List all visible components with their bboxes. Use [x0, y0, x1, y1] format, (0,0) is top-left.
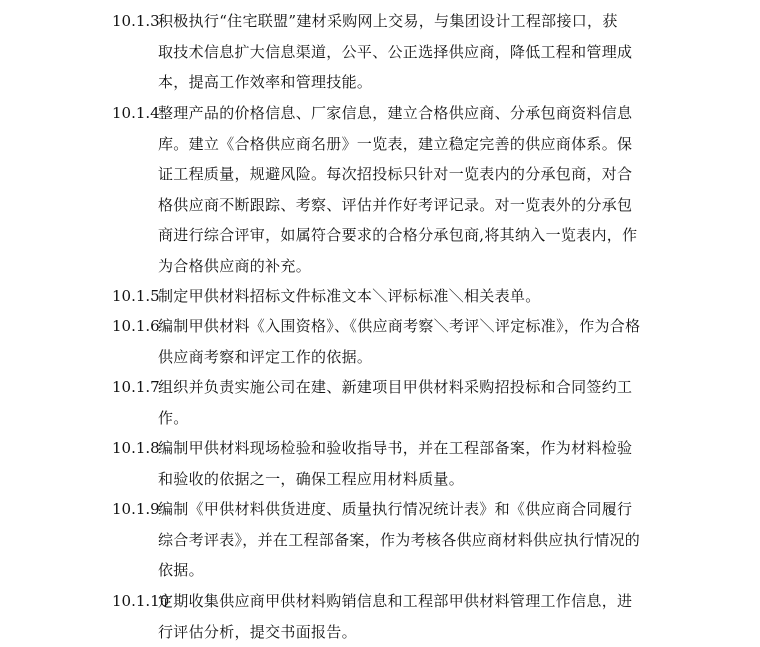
clause-number: 10.1.5 [112, 281, 160, 312]
clause-line: 为合格供应商的补充。 [112, 251, 652, 282]
clause-number: 10.1.3 [112, 6, 160, 37]
clause-10-1-3 [112, 6, 652, 98]
clause-line: 依据。 [112, 555, 652, 586]
clause-10-1-6 [112, 311, 652, 372]
clause-line: 整理产品的价格信息、厂家信息，建立合格供应商、分承包商资料信息 [112, 98, 652, 129]
clause-line: 制定甲供材料招标文件标准文本＼评标标准＼相关表单。 [112, 281, 652, 312]
clause-line: 积极执行“住宅联盟”建材采购网上交易，与集团设计工程部接口，获 [112, 6, 652, 37]
clause-10-1-10 [112, 586, 652, 647]
clause-line: 库。建立《合格供应商名册》一览表，建立稳定完善的供应商体系。保 [112, 129, 652, 160]
clause-10-1-4 [112, 98, 652, 281]
clause-10-1-5 [112, 281, 652, 312]
clause-line: 商进行综合评审，如属符合要求的合格分承包商,将其纳入一览表内，作 [112, 220, 652, 251]
clause-line: 编制甲供材料现场检验和验收指导书，并在工程部备案，作为材料检验 [112, 433, 652, 464]
clause-line: 本，提高工作效率和管理技能。 [112, 67, 652, 98]
clause-line: 综合考评表》，并在工程部备案，作为考核各供应商材料供应执行情况的 [112, 525, 652, 556]
clause-10-1-8 [112, 433, 652, 494]
clause-line: 和验收的依据之一，确保工程应用材料质量。 [112, 464, 652, 495]
clause-line: 组织并负责实施公司在建、新建项目甲供材料采购招投标和合同签约工 [112, 372, 652, 403]
clause-line: 证工程质量，规避风险。每次招投标只针对一览表内的分承包商，对合 [112, 159, 652, 190]
clause-number: 10.1.10 [112, 586, 169, 617]
clause-number: 10.1.4 [112, 98, 160, 129]
clause-line: 行评估分析，提交书面报告。 [112, 617, 652, 647]
clause-number: 10.1.6 [112, 311, 160, 342]
clause-line: 供应商考察和评定工作的依据。 [112, 342, 652, 373]
clause-number: 10.1.9 [112, 494, 160, 525]
clause-line: 编制甲供材料《入围资格》、《供应商考察＼考评＼评定标准》，作为合格 [112, 311, 652, 342]
clause-line: 取技术信息扩大信息渠道，公平、公正选择供应商，降低工程和管理成 [112, 37, 652, 68]
clause-10-1-9 [112, 494, 652, 586]
clause-line: 定期收集供应商甲供材料购销信息和工程部甲供材料管理工作信息，进 [112, 586, 652, 617]
clause-number: 10.1.8 [112, 433, 160, 464]
clause-line: 作。 [112, 403, 652, 434]
clause-line: 格供应商不断跟踪、考察、评估并作好考评记录。对一览表外的分承包 [112, 190, 652, 221]
clause-10-1-7 [112, 372, 652, 433]
clause-number: 10.1.7 [112, 372, 160, 403]
clause-line: 编制《甲供材料供货进度、质量执行情况统计表》和《供应商合同履行 [112, 494, 652, 525]
